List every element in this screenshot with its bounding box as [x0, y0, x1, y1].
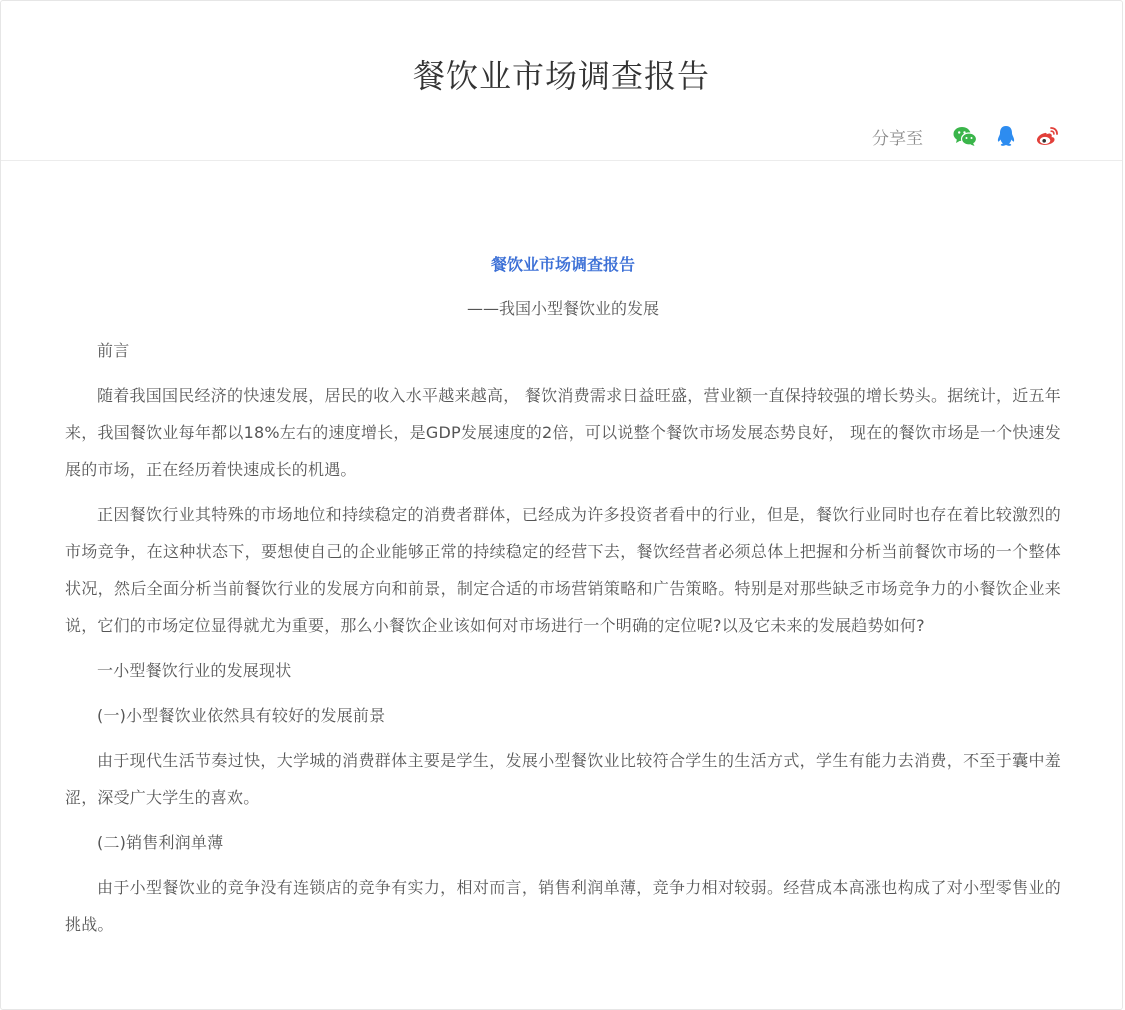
- weibo-icon[interactable]: [1034, 123, 1060, 149]
- paragraph: 随着我国国民经济的快速发展，居民的收入水平越来越高， 餐饮消费需求日益旺盛，营业额一直保持较强的增长势头。据统计，近五年来，我国餐饮业每年都以18%左右的速度增长，是GDP发展速度的2倍，可以说整个餐饮市场发展态势良好， 现在的餐饮市场是一个快速发展的市场，正在经历着快速成长的机遇。: [65, 386, 1061, 479]
- qq-icon[interactable]: [993, 123, 1019, 149]
- subsection-heading: (二)销售利润单薄: [97, 833, 224, 852]
- paragraph-preface: 前言: [97, 341, 130, 360]
- page-header: [1, 1, 1122, 161]
- page-title: 餐饮业市场调查报告: [412, 57, 710, 95]
- section-heading: 一小型餐饮行业的发展现状: [97, 661, 292, 680]
- article-subtitle: ——我国小型餐饮业的发展: [466, 299, 659, 318]
- share-bar: [872, 123, 1060, 149]
- article-body: [65, 241, 1061, 951]
- share-label: 分享至: [872, 128, 923, 149]
- paragraph: 由于小型餐饮业的竞争没有连锁店的竞争有实力，相对而言，销售利润单薄，竞争力相对较弱。经营成本高涨也构成了对小型零售业的挑战。: [65, 878, 1061, 934]
- wechat-icon[interactable]: [952, 123, 978, 149]
- paragraph: 由于现代生活节奏过快，大学城的消费群体主要是学生，发展小型餐饮业比较符合学生的生活方式，学生有能力去消费，不至于囊中羞涩，深受广大学生的喜欢。: [65, 751, 1061, 807]
- paragraph: 正因餐饮行业其特殊的市场地位和持续稳定的消费者群体，已经成为许多投资者看中的行业，但是，餐饮行业同时也存在着比较激烈的市场竞争，在这种状态下，要想使自己的企业能够正常的持续稳定的经营下去，餐饮经营者必须总体上把握和分析当前餐饮市场的一个整体状况，然后全面分析当前餐饮行业的发展方向和前景，制定合适的市场营销策略和广告策略。特别是对那些缺乏市场竞争力的小餐饮企业来说，它们的市场定位显得就尤为重要，那么小餐饮企业该如何对市场进行一个明确的定位呢?以及它未来的发展趋势如何?: [65, 505, 1061, 635]
- subsection-heading: (一)小型餐饮业依然具有较好的发展前景: [97, 706, 386, 725]
- article-title: 餐饮业市场调查报告: [490, 255, 635, 274]
